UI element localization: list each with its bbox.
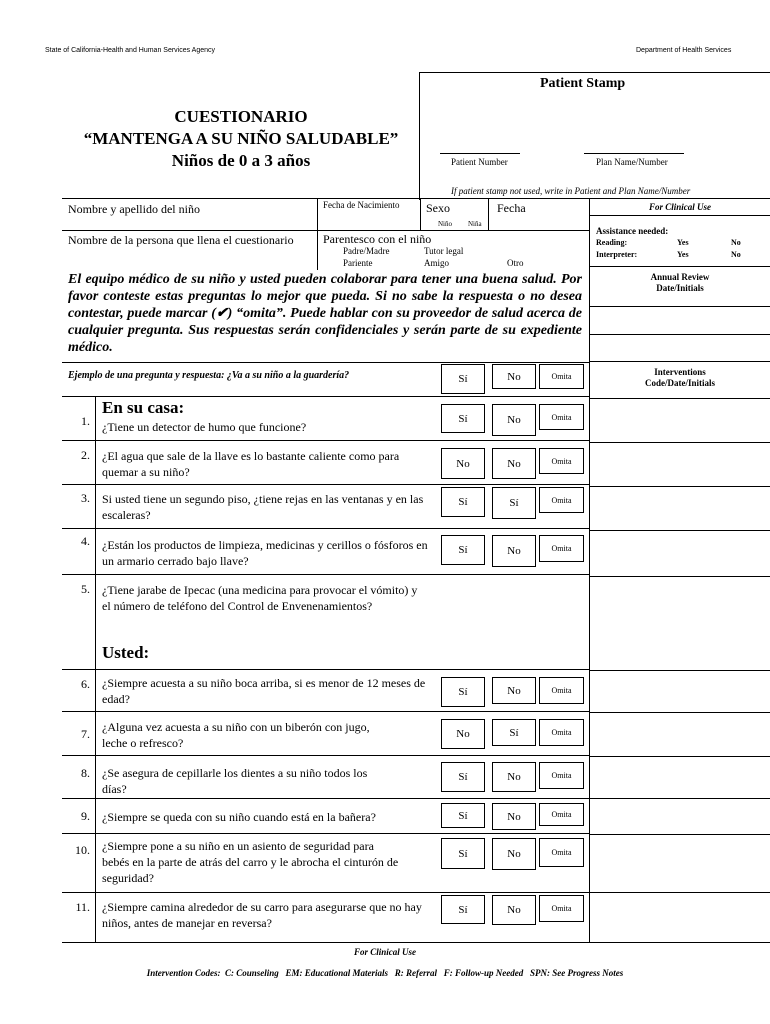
q11-answer-a[interactable]: Sí — [441, 895, 485, 924]
rel-guardian-option[interactable]: Tutor legal — [424, 246, 464, 256]
question-text: ¿Siempre camina alrededor de su carro para asegurarse que no hay niños, antes de manejar en reversa? — [102, 900, 422, 930]
question-number: 2. — [81, 448, 90, 462]
filler-name-label: Nombre de la persona que llena el cuestionario — [68, 233, 294, 247]
child-name-label: Nombre y apellido del niño — [68, 202, 200, 216]
reading-yes[interactable]: Yes — [677, 238, 689, 247]
q4-answer-a[interactable]: Sí — [441, 535, 485, 565]
question-number: 3. — [81, 491, 90, 505]
q8-answer-a[interactable]: Sí — [441, 762, 485, 792]
q7-answer-omita[interactable]: Omita — [539, 719, 584, 746]
question-number: 10. — [75, 843, 90, 857]
intro-paragraph: El equipo médico de su niño y usted pueden colaborar para tener una buena salud. Por favor conteste estas preguntas lo mejor que pueda. Si no sabe la respuesta o no desea contestar, puede marcar (✔) “omita”. Puede hablar con su proveedor de salud acerca de cualquier pregunta. Sus respuestas serán confidenciales y serán parte de su expediente médico. — [68, 272, 582, 355]
q10-answer-b[interactable]: No — [492, 838, 536, 870]
question-number: 9. — [81, 809, 90, 823]
question-text: Si usted tiene un segundo piso, ¿tiene rejas en las ventanas y en las escaleras? — [102, 492, 424, 522]
q8-answer-omita[interactable]: Omita — [539, 762, 584, 789]
q9-answer-a[interactable]: Sí — [441, 803, 485, 828]
sex-label: Sexo — [426, 201, 450, 215]
q7-answer-b[interactable]: Sí — [492, 719, 536, 746]
rel-other-option[interactable]: Otro — [507, 258, 524, 268]
intervention-codes: Intervention Codes: C: Counseling EM: Educational Materials R: Referral F: Follow-up Needed SPN: See Progress Notes — [146, 968, 624, 978]
interpreter-label: Interpreter: — [596, 250, 638, 259]
stamp-note: If patient stamp not used, write in Patient and Plan Name/Number — [451, 186, 691, 196]
q9-answer-b[interactable]: No — [492, 803, 536, 830]
reading-no[interactable]: No — [731, 238, 741, 247]
department-name: Department of Health Services — [636, 47, 732, 54]
section-home: En su casa: — [102, 398, 185, 417]
question-text: ¿Tiene un detector de humo que funcione? — [102, 420, 307, 434]
sex-boy-option[interactable]: Niño — [438, 220, 452, 228]
q1-answer-no[interactable]: No — [492, 404, 536, 436]
q10-answer-omita[interactable]: Omita — [539, 838, 584, 867]
interpreter-no[interactable]: No — [731, 250, 741, 259]
page-title — [62, 106, 420, 172]
title-line-3: Niños de 0 a 3 años — [171, 151, 311, 170]
q11-answer-b[interactable]: No — [492, 895, 536, 925]
rel-parent-option[interactable]: Padre/Madre — [343, 246, 390, 256]
example-answer-omita[interactable]: Omita — [539, 364, 584, 389]
section-you: Usted: — [102, 643, 150, 662]
question-text: ¿Siempre acuesta a su niño boca arriba, si es menor de 12 meses de edad? — [102, 676, 426, 706]
question-number: 11. — [75, 900, 90, 914]
q2-answer-omita[interactable]: Omita — [539, 448, 584, 474]
date-label: Fecha — [497, 201, 526, 215]
question-number: 5. — [81, 582, 90, 596]
plan-number-label: Plan Name/Number — [596, 157, 668, 167]
q1-answer-omita[interactable]: Omita — [539, 404, 584, 430]
reading-label: Reading: — [596, 238, 628, 247]
question-text: ¿Siempre se queda con su niño cuando está en la bañera? — [102, 810, 376, 824]
question-text: ¿El agua que sale de la llave es lo bastante caliente como para quemar a su niño? — [102, 449, 400, 479]
q6-answer-b[interactable]: No — [492, 677, 536, 704]
title-line-1: CUESTIONARIO — [174, 107, 308, 126]
footer-clinical-use: For Clinical Use — [353, 947, 416, 957]
question-text: ¿Están los productos de limpieza, medicinas y cerillos o fósforos en un armario cerrado bajo llave? — [102, 538, 428, 568]
question-text: ¿Siempre pone a su niño en un asiento de seguridad para bebés en la parte de atrás del carro y le abrocha el cinturón de seguridad? — [102, 839, 399, 885]
title-line-2: “MANTENGA A SU NIÑO SALUDABLE” — [83, 129, 399, 148]
sex-girl-option[interactable]: Niña — [468, 220, 482, 228]
q7-answer-a[interactable]: No — [441, 719, 485, 749]
q1-answer-si[interactable]: Sí — [441, 404, 485, 433]
question-number: 6. — [81, 677, 90, 691]
question-number: 1. — [81, 414, 90, 428]
q3-answer-omita[interactable]: Omita — [539, 487, 584, 513]
agency-name: State of California-Health and Human Services Agency — [45, 47, 216, 54]
q10-answer-a[interactable]: Sí — [441, 838, 485, 869]
question-text: ¿Se asegura de cepillarle los dientes a su niño todos los días? — [102, 766, 368, 796]
assistance-label: Assistance needed: — [596, 226, 669, 236]
rel-friend-option[interactable]: Amigo — [424, 258, 450, 268]
patient-stamp-title: Patient Stamp — [540, 76, 626, 91]
q2-answer-a[interactable]: No — [441, 448, 485, 479]
q11-answer-omita[interactable]: Omita — [539, 895, 584, 922]
question-number: 8. — [81, 766, 90, 780]
question-number: 7. — [81, 727, 90, 741]
example-answer-no[interactable]: No — [492, 364, 536, 389]
relationship-label: Parentesco con el niño — [323, 232, 432, 246]
clinical-use-header: For Clinical Use — [648, 202, 711, 212]
interpreter-yes[interactable]: Yes — [677, 250, 689, 259]
patient-number-label: Patient Number — [451, 157, 508, 167]
q3-answer-b[interactable]: Sí — [492, 487, 536, 519]
example-answer-si[interactable]: Sí — [441, 364, 485, 394]
q2-answer-b[interactable]: No — [492, 448, 536, 479]
q6-answer-a[interactable]: Sí — [441, 677, 485, 707]
q3-answer-a[interactable]: Sí — [441, 487, 485, 517]
q9-answer-omita[interactable]: Omita — [539, 803, 584, 826]
interventions-header: Interventions Code/Date/Initials — [644, 367, 715, 388]
q4-answer-b[interactable]: No — [492, 535, 536, 567]
birth-date-label: Fecha de Nacimiento — [323, 200, 400, 210]
example-question: Ejemplo de una pregunta y respuesta: ¿Va a su niño a la guardería? — [68, 370, 350, 381]
question-text: ¿Tiene jarabe de Ipecac (una medicina para provocar el vómito) y el número de teléfono del Control de Envenenamientos? — [102, 583, 418, 613]
q6-answer-omita[interactable]: Omita — [539, 677, 584, 704]
q8-answer-b[interactable]: No — [492, 762, 536, 792]
annual-review-header: Annual Review Date/Initials — [650, 272, 710, 293]
q4-answer-omita[interactable]: Omita — [539, 535, 584, 562]
question-number: 4. — [81, 534, 90, 548]
question-text: ¿Alguna vez acuesta a su niño con un biberón con jugo, leche o refresco? — [102, 720, 370, 750]
rel-relative-option[interactable]: Pariente — [343, 258, 373, 268]
